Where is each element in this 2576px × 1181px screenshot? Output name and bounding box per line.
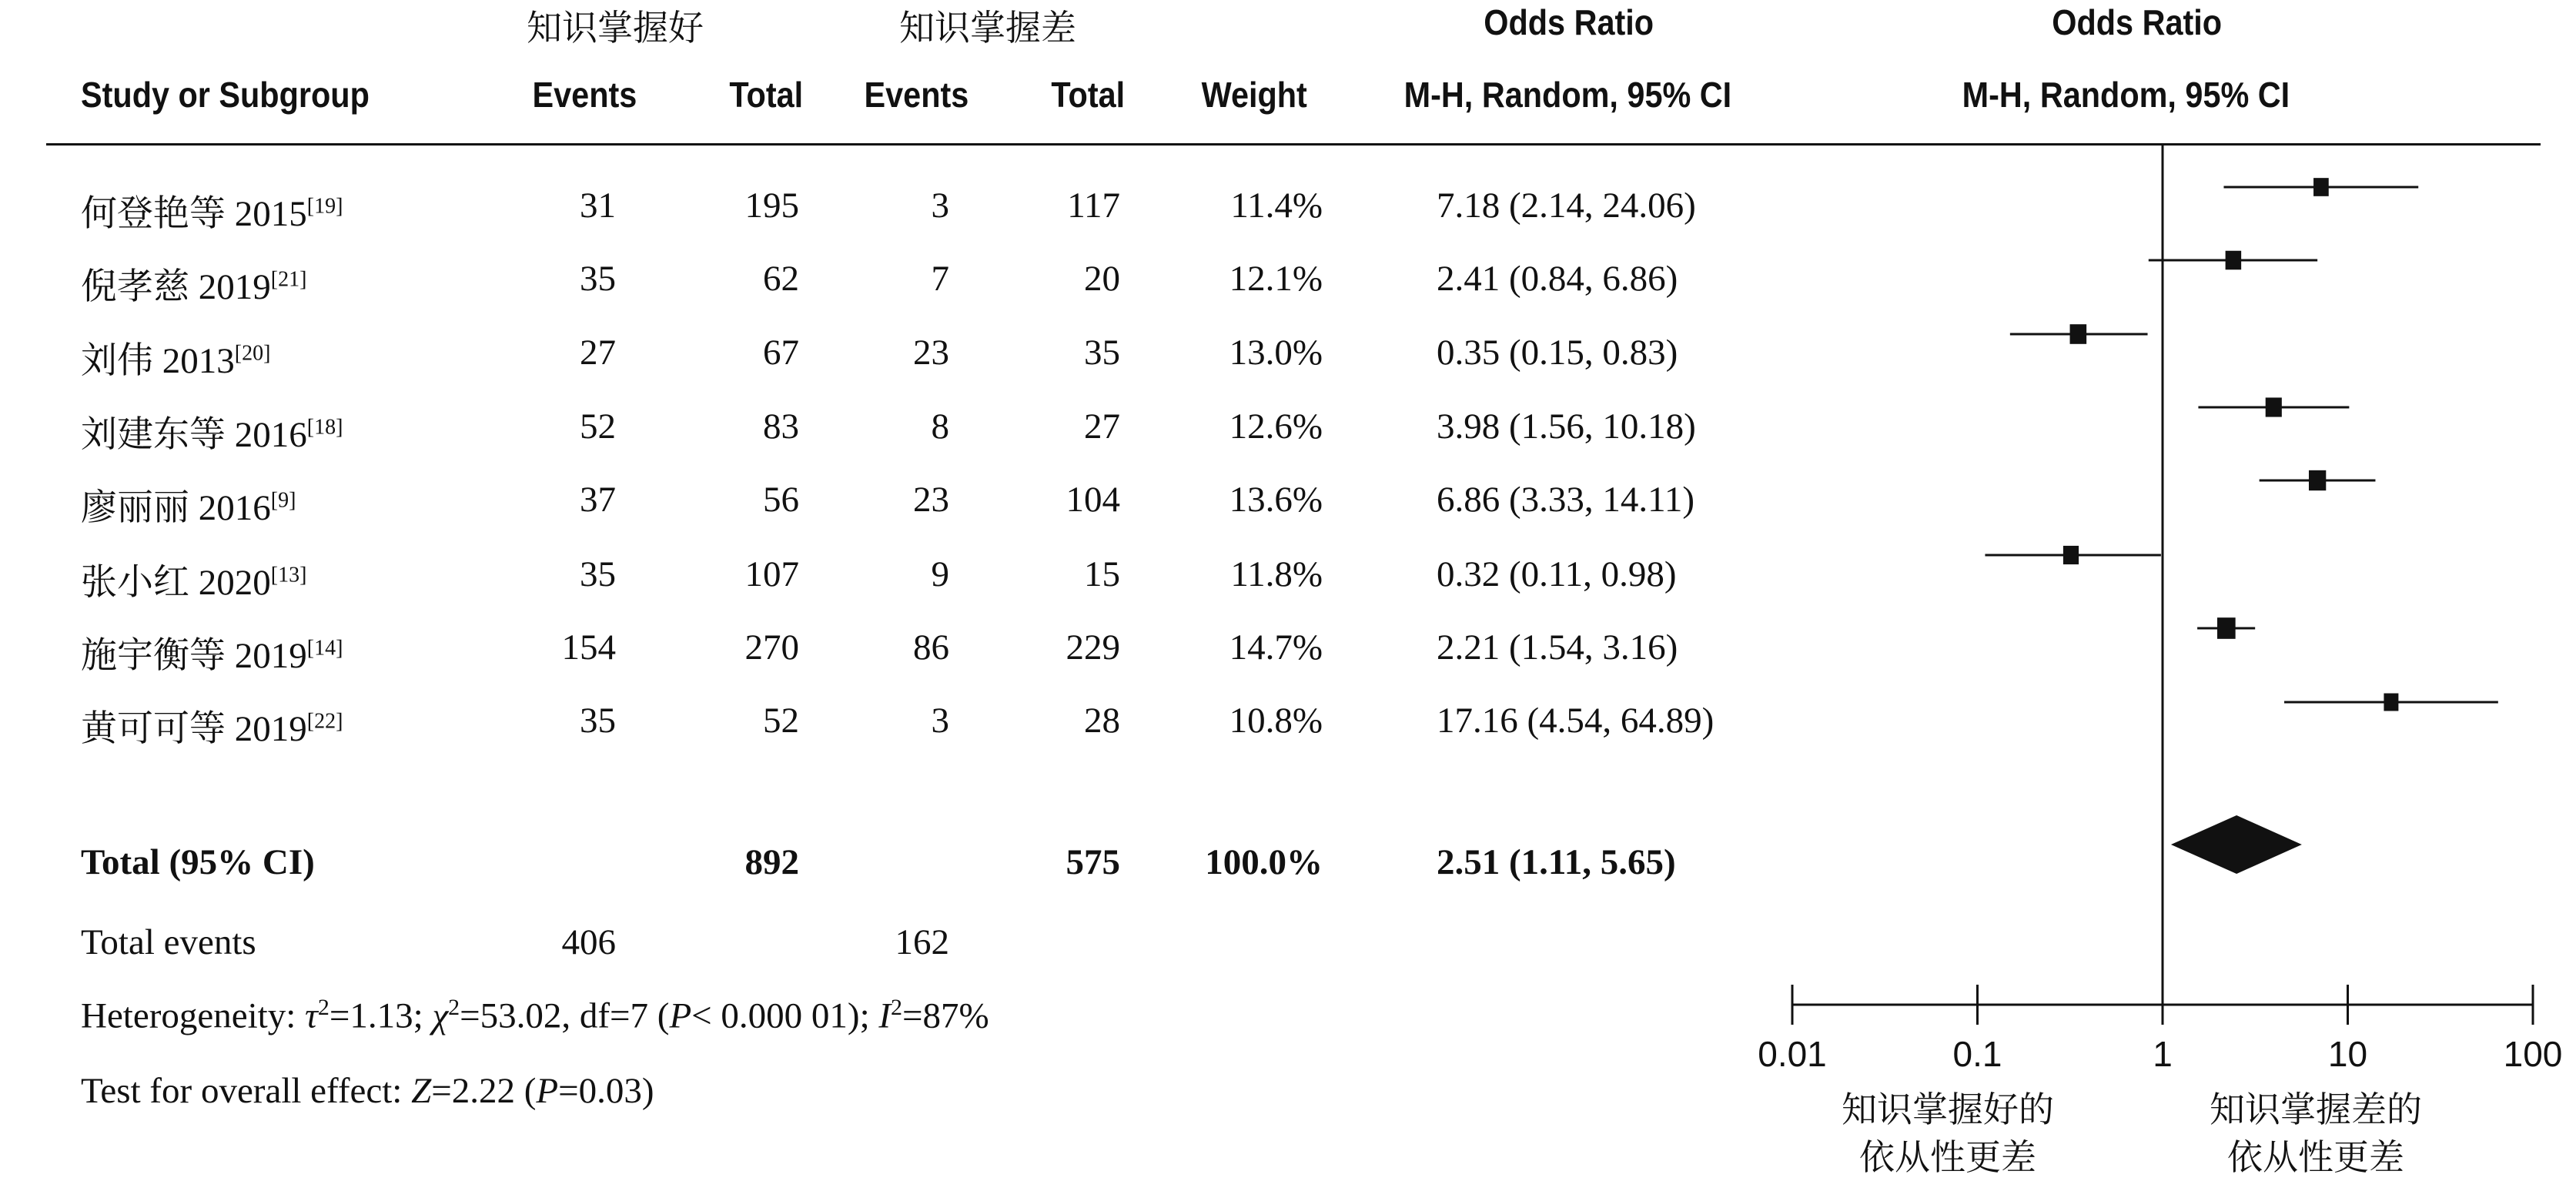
- g1-events: 154: [561, 627, 616, 667]
- chi-symbol: χ: [432, 995, 449, 1036]
- g1-total: 62: [763, 259, 799, 299]
- pooled-diamond: [2171, 815, 2302, 874]
- g2-total: 27: [1084, 406, 1120, 447]
- g2-total: 117: [1067, 186, 1120, 226]
- study-reference: [20]: [234, 341, 271, 366]
- g1-events: 27: [580, 333, 616, 373]
- het-prefix: Heterogeneity:: [81, 995, 306, 1036]
- g2-total-header: Total: [1051, 75, 1126, 115]
- favours-left-line2: 依从性更差: [1859, 1136, 2036, 1178]
- g2-events: 23: [913, 333, 949, 373]
- method-plot-header: M-H, Random, 95% CI: [1962, 75, 2290, 115]
- point-estimate: [2313, 178, 2329, 196]
- weight: 13.6%: [1229, 480, 1323, 520]
- z-value: =2.22 (: [431, 1071, 537, 1111]
- point-estimate: [2217, 617, 2236, 639]
- i-exponent: 2: [891, 995, 903, 1020]
- study-label: 张小红 2020: [81, 563, 271, 603]
- point-estimate: [2226, 251, 2242, 270]
- odds-ratio-table-header: Odds Ratio: [1484, 2, 1654, 42]
- g1-events-header: Events: [532, 75, 637, 115]
- g2-total: 28: [1084, 701, 1120, 741]
- study-reference: [21]: [270, 267, 307, 292]
- or-ci: 3.98 (1.56, 10.18): [1437, 406, 1696, 447]
- g1-events: 35: [580, 701, 616, 741]
- g1-total: 195: [744, 186, 799, 226]
- g2-events: 7: [931, 259, 949, 299]
- chi-value: =53.02, df=7 (: [460, 995, 670, 1036]
- study-reference: [19]: [306, 194, 343, 219]
- g1-total: 67: [763, 333, 799, 373]
- overall-prefix: Test for overall effect:: [81, 1071, 412, 1111]
- p-symbol-1: P: [669, 995, 692, 1036]
- g2-events: 3: [931, 701, 949, 741]
- g1-total: 52: [763, 701, 799, 741]
- or-ci: 2.41 (0.84, 6.86): [1437, 259, 1678, 299]
- tau-symbol: τ: [305, 995, 318, 1036]
- total-g1-total: 892: [744, 842, 799, 882]
- g1-events: 52: [580, 406, 616, 447]
- g2-events: 23: [913, 480, 949, 520]
- g2-total: 104: [1066, 480, 1120, 520]
- g1-events: 35: [580, 554, 616, 594]
- weight: 12.1%: [1229, 259, 1323, 299]
- study-column-header: Study or Subgroup: [81, 75, 370, 115]
- g2-events: 8: [931, 406, 949, 447]
- total-events-g2: 162: [895, 922, 949, 962]
- study-label: 廖丽丽 2016: [81, 488, 271, 528]
- study-label: 刘建东等 2016: [81, 415, 307, 455]
- study-reference: [9]: [270, 488, 296, 513]
- total-weight: 100.0%: [1205, 842, 1323, 882]
- favours-right-line1: 知识掌握差的: [2210, 1089, 2422, 1130]
- study-label: 何登艳等 2015: [81, 194, 307, 234]
- or-ci: 2.21 (1.54, 3.16): [1437, 627, 1678, 667]
- study-label: 施宇衡等 2019: [81, 636, 307, 676]
- total-label: Total (95% CI): [81, 842, 315, 882]
- odds-ratio-plot-header: Odds Ratio: [2052, 2, 2223, 42]
- or-ci: 0.32 (0.11, 0.98): [1437, 554, 1677, 594]
- point-estimate: [2070, 324, 2087, 344]
- study-label: 黄可可等 2019: [81, 709, 307, 749]
- g2-events: 3: [931, 186, 949, 226]
- g2-total: 20: [1084, 259, 1120, 299]
- g1-events: 37: [580, 480, 616, 520]
- or-ci: 7.18 (2.14, 24.06): [1437, 186, 1696, 226]
- favours-right-line2: 依从性更差: [2227, 1136, 2404, 1178]
- weight: 12.6%: [1229, 406, 1323, 447]
- study-reference: [18]: [306, 415, 343, 440]
- p-value-1: < 0.000 01);: [691, 995, 879, 1036]
- or-ci: 6.86 (3.33, 14.11): [1437, 480, 1695, 520]
- total-ci: 2.51 (1.11, 5.65): [1437, 842, 1676, 882]
- g2-total: 15: [1084, 554, 1120, 594]
- favours-left-label: [1805, 1086, 2090, 1181]
- weight: 10.8%: [1229, 701, 1323, 741]
- point-estimate: [2309, 470, 2326, 490]
- tau-exponent: 2: [317, 995, 330, 1020]
- weight-header: Weight: [1201, 75, 1307, 115]
- favours-left-line1: 知识掌握好的: [1842, 1089, 2054, 1130]
- study-reference: [14]: [306, 636, 343, 661]
- favours-right-label: [2173, 1086, 2458, 1181]
- x-tick-label: 10: [2327, 1034, 2368, 1074]
- i-value: =87%: [902, 995, 989, 1036]
- x-tick-label: 100: [2503, 1034, 2563, 1074]
- z-symbol: Z: [411, 1071, 432, 1111]
- g2-total: 229: [1066, 627, 1120, 667]
- group2-header: 知识掌握差: [899, 7, 1076, 49]
- weight: 13.0%: [1229, 333, 1323, 373]
- g2-events: 9: [931, 554, 949, 594]
- weight: 14.7%: [1229, 627, 1323, 667]
- or-ci: 17.16 (4.54, 64.89): [1437, 701, 1715, 741]
- x-tick-label: 0.01: [1758, 1034, 1827, 1074]
- total-events-label: Total events: [81, 922, 256, 962]
- point-estimate: [2063, 546, 2079, 564]
- x-tick-label: 1: [2153, 1034, 2173, 1074]
- i-symbol: I: [878, 995, 892, 1036]
- g2-events: 86: [913, 627, 949, 667]
- g2-total: 35: [1084, 333, 1120, 373]
- g1-total-header: Total: [729, 75, 804, 115]
- weight: 11.8%: [1230, 554, 1323, 594]
- x-tick-label: 0.1: [1952, 1034, 2002, 1074]
- study-label: 倪孝慈 2019: [81, 267, 271, 307]
- g2-events-header: Events: [864, 75, 969, 115]
- chi-exponent: 2: [448, 995, 460, 1020]
- group1-header: 知识掌握好: [527, 7, 704, 49]
- g1-total: 56: [763, 480, 799, 520]
- or-ci: 0.35 (0.15, 0.83): [1437, 333, 1678, 373]
- point-estimate: [2384, 694, 2398, 711]
- study-label: 刘伟 2013: [81, 341, 235, 381]
- total-events-g1: 406: [561, 922, 616, 962]
- g1-events: 31: [580, 186, 616, 226]
- point-estimate: [2266, 397, 2282, 417]
- g1-events: 35: [580, 259, 616, 299]
- method-table-header: M-H, Random, 95% CI: [1403, 75, 1732, 115]
- g1-total: 83: [763, 406, 799, 447]
- study-reference: [13]: [270, 563, 307, 587]
- weight: 11.4%: [1230, 186, 1323, 226]
- p-value-2: =0.03): [558, 1071, 654, 1111]
- p-symbol-2: P: [536, 1071, 559, 1111]
- tau-value: =1.13;: [329, 995, 433, 1036]
- g1-total: 107: [744, 554, 799, 594]
- study-reference: [22]: [306, 709, 343, 734]
- total-g2-total: 575: [1066, 842, 1120, 882]
- g1-total: 270: [744, 627, 799, 667]
